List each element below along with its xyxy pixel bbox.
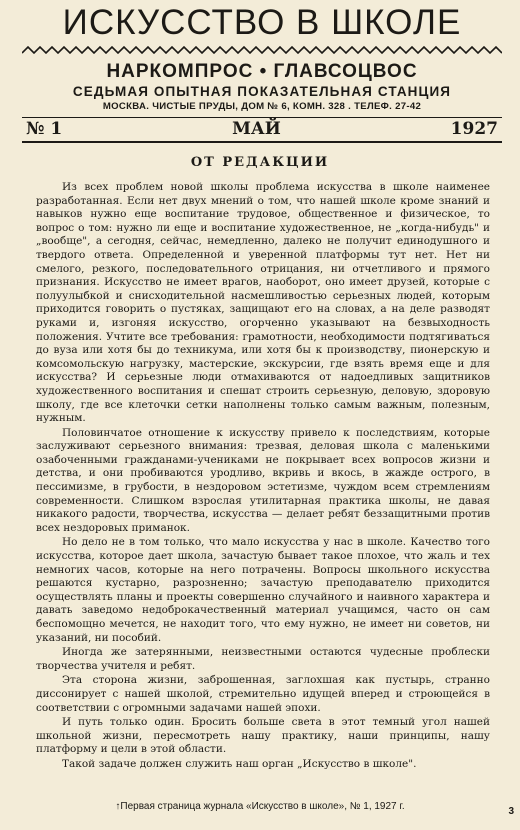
editorial-paragraph: Половинчатое отношение к искусству привело к последствиям, которые заслуживают серьезного внимания: трезвая, деловая школа с маленькими озабоченными гражданами-учениками не покрывает всех вопросов жизни и детства, и они пробиваются уродливо, вкривь и вкось, в жажде острого, в пессимизме, в грубости, в нездоровом эстетизме, чуждом всем стремлениям современности. Слишком взрослая утилитарная практика школы, не давая никакого радости, творчества, искусства — делает ребят беззащитными против всех нездоровых приманок. [36, 426, 490, 534]
issue-year: 1927 [450, 119, 498, 139]
caption-text: Первая страница журнала «Искусство в школе», № 1, 1927 г. [120, 801, 405, 812]
editorial-paragraph: Но дело не в том только, что мало искусства у нас в школе. Качество того искусства, которое дает школа, зачастую бывает такое плохое, что жаль и тех немногих часов, которые на него потрачены. Вопросы школьного искусства решаются кустарно, разрозненно; зачастую преподавателю приходится осуществлять планы и проекты совершенно случайного и наивного характера и давать заведомо недоброкачественный материал учащимся, часто он сам беспомощно мечется, не находит того, что ему нужно, не имеет ни советов, ни указаний, ни пособий. [36, 536, 490, 644]
issue-month: МАЙ [232, 119, 281, 139]
editorial-body [36, 181, 490, 773]
masthead [22, 4, 502, 143]
experimental-station: СЕДЬМАЯ ОПЫТНАЯ ПОКАЗАТЕЛЬНАЯ СТАНЦИЯ [72, 84, 452, 99]
publisher-organization: НАРКОМПРОС • ГЛАВСОЦВОС [106, 61, 418, 82]
editorial-heading: ОТ РЕДАКЦИИ [190, 155, 330, 170]
issue-number: № 1 [26, 119, 63, 139]
decorative-zigzag-rule [22, 46, 502, 54]
issue-divider [22, 141, 502, 143]
editorial-paragraph: Иногда же затерянными, неизвестными остаются чудесные проблески творчества учителя и ребят. [36, 646, 490, 672]
editorial-paragraph: Такой задаче должен служить наш орган „Искусство в школе". [62, 757, 417, 770]
publisher-address: МОСКВА. ЧИСТЫЕ ПРУДЫ, ДОМ № 6, КОМН. 328 . ТЕЛЕФ. 27-42 [102, 101, 422, 112]
page-caption [0, 801, 520, 812]
journal-title: ИСКУССТВО В ШКОЛЕ [62, 3, 462, 42]
editorial-paragraph: И путь только один. Бросить больше света в этот темный угол нашей школьной жизни, пересмотреть нашу практику, наши принципы, нашу платформу и цели в этой области. [36, 716, 490, 756]
editorial-paragraph: Эта сторона жизни, заброшенная, заглохшая как пустырь, странно диссонирует с нашей школой, стремительно идущей вперед и строющейся в соответствии с огромными задачами нашей эпохи. [36, 674, 490, 714]
editorial-paragraph: Из всех проблем новой школы проблема искусства в школе наименее разработанная. Если нет двух мнений о том, что нашей школе кроме знаний и навыков нужно еще воспитание трудовое, общественное и физическое, то вопрос о том: нужно ли еще и воспитание художественное, не „когда-нибудь" и „вообще", а сегодня, сейчас, немедленно, далеко не получит единодушного и твердого ответа. Определенной и уверенной платформы тут нет. Нет ни смелого, резкого, последовательного отрицания, ни отчетливого и прямого признания. Искусство не имеет врагов, наоборот, оно имеет друзей, которые с полуулыбкой и снисходительной насмешливостью серьезных людей, которым приходится говорить о пустяках, защищают его на словах, а на деле разводят руками и, изгоняя искусство, огорченно указывают на безвыходность положения. Учтите все требования: грамотности, необходимости подтягиваться до вуза или хотя бы до техникума, или хотя бы к производству, пионерскую и комсомольскую нагрузку, мастерские, экскурсии, где взять время еще и для искусства? И серьезные люди отмахиваются от надоедливых защитников художественного воспитания и спешат строить серьезную, деловую, здоровую школу, где все клеточки сетки наполнены только самым важным, полезным, нужным. [36, 181, 490, 425]
caption-arrow-icon: ↑ [115, 801, 121, 812]
page-number: 3 [508, 806, 514, 817]
issue-info [22, 118, 502, 139]
